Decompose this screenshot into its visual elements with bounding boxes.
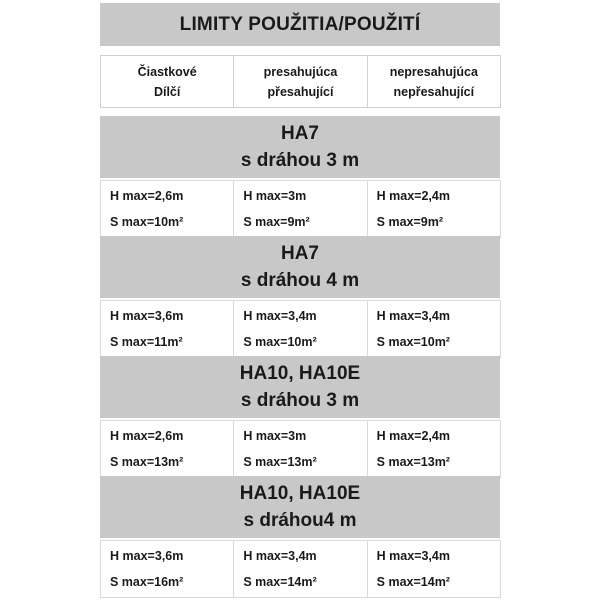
values-cell-non-overlapping bbox=[367, 180, 501, 238]
section-ha10-4m bbox=[100, 476, 500, 598]
values-cell-partial bbox=[100, 180, 234, 238]
h-max-value: H max=3,6m bbox=[110, 549, 184, 563]
s-max-value: S max=14m² bbox=[376, 575, 450, 589]
h-max-value: H max=2,6m bbox=[110, 429, 184, 443]
section-model: HA10, HA10E bbox=[239, 363, 361, 384]
values-cell-overlapping bbox=[233, 540, 367, 598]
section-heading bbox=[100, 236, 500, 298]
s-max-value: S max=14m² bbox=[243, 575, 317, 589]
h-max-value: H max=3,4m bbox=[376, 309, 450, 323]
column-header-overlapping bbox=[233, 55, 367, 108]
s-max-value: S max=10m² bbox=[243, 335, 317, 349]
h-max-value: H max=3,4m bbox=[376, 549, 450, 563]
s-max-value: S max=16m² bbox=[110, 575, 184, 589]
column-header-label-cz: přesahující bbox=[267, 84, 334, 99]
section-ha7-4m bbox=[100, 236, 500, 358]
section-track: s dráhou 4 m bbox=[240, 270, 360, 291]
column-header-label-sk: nepresahujúca bbox=[389, 64, 478, 79]
section-ha10-3m bbox=[100, 356, 500, 478]
values-cell-non-overlapping bbox=[367, 300, 501, 358]
column-header-partial bbox=[100, 55, 234, 108]
values-cell-partial bbox=[100, 300, 234, 358]
section-model: HA7 bbox=[280, 123, 319, 144]
column-header-label-cz: Dílčí bbox=[153, 84, 181, 99]
s-max-value: S max=9m² bbox=[243, 215, 310, 229]
section-track: s dráhou 3 m bbox=[240, 150, 360, 171]
values-cell-partial bbox=[100, 420, 234, 478]
h-max-value: H max=3,4m bbox=[243, 309, 317, 323]
s-max-value: S max=10m² bbox=[110, 215, 184, 229]
column-header-row bbox=[100, 55, 500, 108]
h-max-value: H max=2,4m bbox=[376, 189, 450, 203]
h-max-value: H max=3m bbox=[243, 189, 307, 203]
section-model: HA7 bbox=[280, 243, 319, 264]
section-track: s dráhou4 m bbox=[243, 510, 357, 531]
values-cell-partial bbox=[100, 540, 234, 598]
s-max-value: S max=11m² bbox=[110, 335, 183, 349]
h-max-value: H max=3m bbox=[243, 429, 307, 443]
section-track: s dráhou 3 m bbox=[240, 390, 360, 411]
column-header-label-sk: Čiastkové bbox=[137, 64, 197, 79]
values-row bbox=[100, 180, 500, 238]
s-max-value: S max=13m² bbox=[243, 455, 317, 469]
h-max-value: H max=2,6m bbox=[110, 189, 184, 203]
values-row bbox=[100, 540, 500, 598]
section-model: HA10, HA10E bbox=[239, 483, 361, 504]
column-header-non-overlapping bbox=[367, 55, 501, 108]
values-cell-non-overlapping bbox=[367, 540, 501, 598]
column-header-label-cz: nepřesahující bbox=[393, 84, 475, 99]
table-title: LIMITY POUŽITIA/POUŽITÍ bbox=[100, 3, 500, 46]
s-max-value: S max=10m² bbox=[376, 335, 450, 349]
values-cell-overlapping bbox=[233, 180, 367, 238]
values-cell-overlapping bbox=[233, 300, 367, 358]
section-heading bbox=[100, 116, 500, 178]
section-heading bbox=[100, 356, 500, 418]
values-row bbox=[100, 300, 500, 358]
values-cell-overlapping bbox=[233, 420, 367, 478]
h-max-value: H max=3,4m bbox=[243, 549, 317, 563]
section-heading bbox=[100, 476, 500, 538]
s-max-value: S max=13m² bbox=[110, 455, 184, 469]
h-max-value: H max=3,6m bbox=[110, 309, 184, 323]
column-header-label-sk: presahujúca bbox=[263, 64, 338, 79]
h-max-value: H max=2,4m bbox=[376, 429, 450, 443]
s-max-value: S max=13m² bbox=[376, 455, 450, 469]
values-row bbox=[100, 420, 500, 478]
values-cell-non-overlapping bbox=[367, 420, 501, 478]
section-ha7-3m bbox=[100, 116, 500, 238]
s-max-value: S max=9m² bbox=[376, 215, 444, 229]
